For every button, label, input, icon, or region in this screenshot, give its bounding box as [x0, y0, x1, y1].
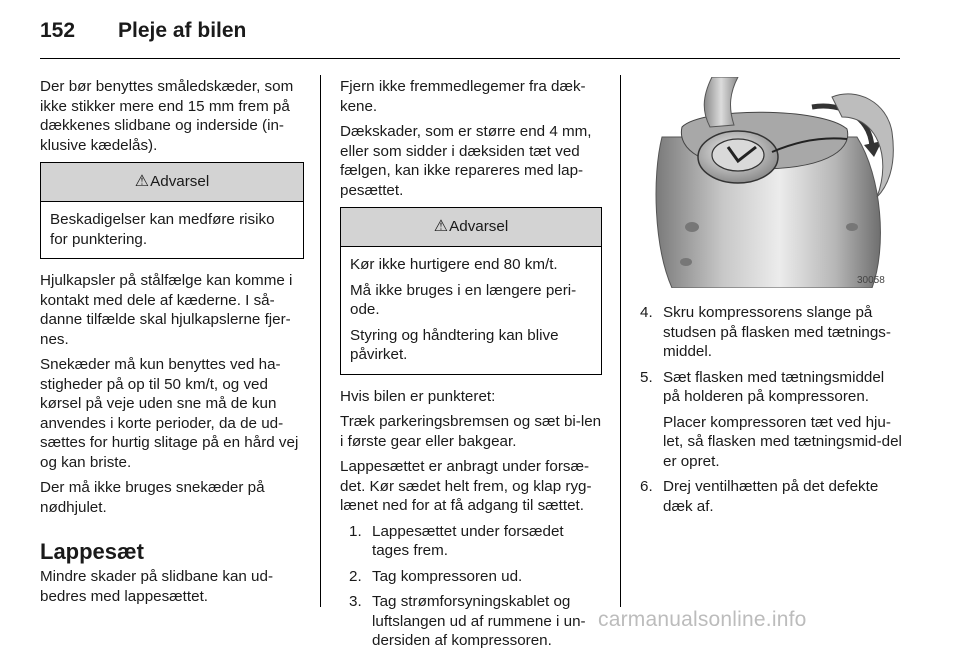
warning-title: Advarsel — [449, 218, 509, 236]
sealant-bottle-illustration — [642, 77, 901, 288]
image-code: 30058 — [857, 275, 885, 286]
list-item: 3. Tag strømforsyningskablet og luftslangen ud af rummene i un-dersiden af kompressoren. — [349, 593, 586, 649]
paragraph-kit-location: Lappesættet er anbragt under forsæ-det. Kør sædet helt frem, og klap ryg-lænet ned for at få adgang til sættet. — [340, 458, 592, 514]
warning-triangle-icon: ⚠ — [433, 218, 449, 236]
paragraph-spare-wheel: Der må ikke bruges snekæder på nødhjulet. — [40, 479, 265, 516]
paragraph-foreign-objects: Fjern ikke fremmedlegemer fra dæk-kene. — [340, 78, 586, 115]
warning-body — [341, 247, 601, 374]
section-heading: Lappesæt — [40, 539, 144, 564]
column-divider-2 — [620, 75, 621, 607]
column-2 — [340, 77, 602, 657]
warning-box-2 — [340, 207, 602, 375]
list-item: 2. Tag kompressoren ud. — [349, 567, 523, 585]
paragraph-hubcaps: Hjulkapsler på stålfælge kan komme i kontakt med dele af kæderne. I så-danne tilfælde skal hjulkapslerne fjer-nes. — [40, 272, 293, 348]
step-note: Placer kompressoren tæt ved hju-let, så flasken med tætningsmid-del er opret. — [663, 413, 902, 470]
step-list-3 — [640, 477, 902, 516]
column-divider-1 — [320, 75, 321, 607]
paragraph-chains: Der bør benyttes småledskæder, som ikke stikker mere end 15 mm frem på dækkenes slidbane og inderside (in-klusive kædelås). — [40, 78, 294, 154]
warning-header — [41, 163, 303, 202]
step-list-1 — [340, 522, 602, 651]
warning-text: Beskadigelser kan medføre risiko for punktering. — [50, 211, 275, 248]
paragraph-snow-chains: Snekæder må kun benyttes ved ha-stigheder på op til 50 km/t, og ved kørsel på veje uden sne må de kun anvendes i korte perioder, da de ud-sættes for hurtig slitage på en hård vej og kan briste. — [40, 356, 299, 471]
list-item: 6. Drej ventilhætten på det defekte dæk af. — [640, 478, 879, 515]
warning-triangle-icon: ⚠ — [134, 173, 150, 191]
warning-title: Advarsel — [150, 173, 210, 191]
page-number: 152 — [40, 19, 76, 42]
watermark: carmanualsonline.info — [598, 608, 807, 631]
paragraph-repair-kit: Mindre skader på slidbane kan ud-bedres med lappesættet. — [40, 568, 274, 605]
header-rule — [40, 58, 900, 59]
warning-line: Kør ikke hurtigere end 80 km/t. — [350, 256, 558, 273]
list-item: 5. Sæt flasken med tætningsmiddel på holderen på kompressoren. — [640, 368, 885, 405]
warning-line: Styring og håndtering kan blive påvirket. — [350, 326, 559, 363]
warning-header — [341, 208, 601, 247]
list-item: 1. Lappesættet under forsædet tages frem. — [349, 522, 564, 559]
warning-box-1 — [40, 162, 304, 259]
paragraph-parking-brake: Træk parkeringsbremsen og sæt bi-len i første gear eller bakgear. — [340, 413, 602, 450]
paragraph-punctured: Hvis bilen er punkteret: — [340, 387, 496, 405]
list-item: 4. Skru kompressorens slange på studsen på flasken med tætnings-middel. — [640, 304, 891, 360]
warning-line: Må ikke bruges i en længere peri-ode. — [350, 281, 577, 318]
column-1 — [40, 77, 304, 612]
warning-body — [41, 202, 303, 258]
column-3 — [640, 303, 902, 522]
page-title: Pleje af bilen — [118, 19, 247, 42]
step-list-2 — [640, 303, 902, 407]
paragraph-tyre-damage: Dækskader, som er større end 4 mm, eller som sidder i dæksiden tæt ved fælgen, kan ikke repareres med lap-pesættet. — [340, 123, 592, 199]
